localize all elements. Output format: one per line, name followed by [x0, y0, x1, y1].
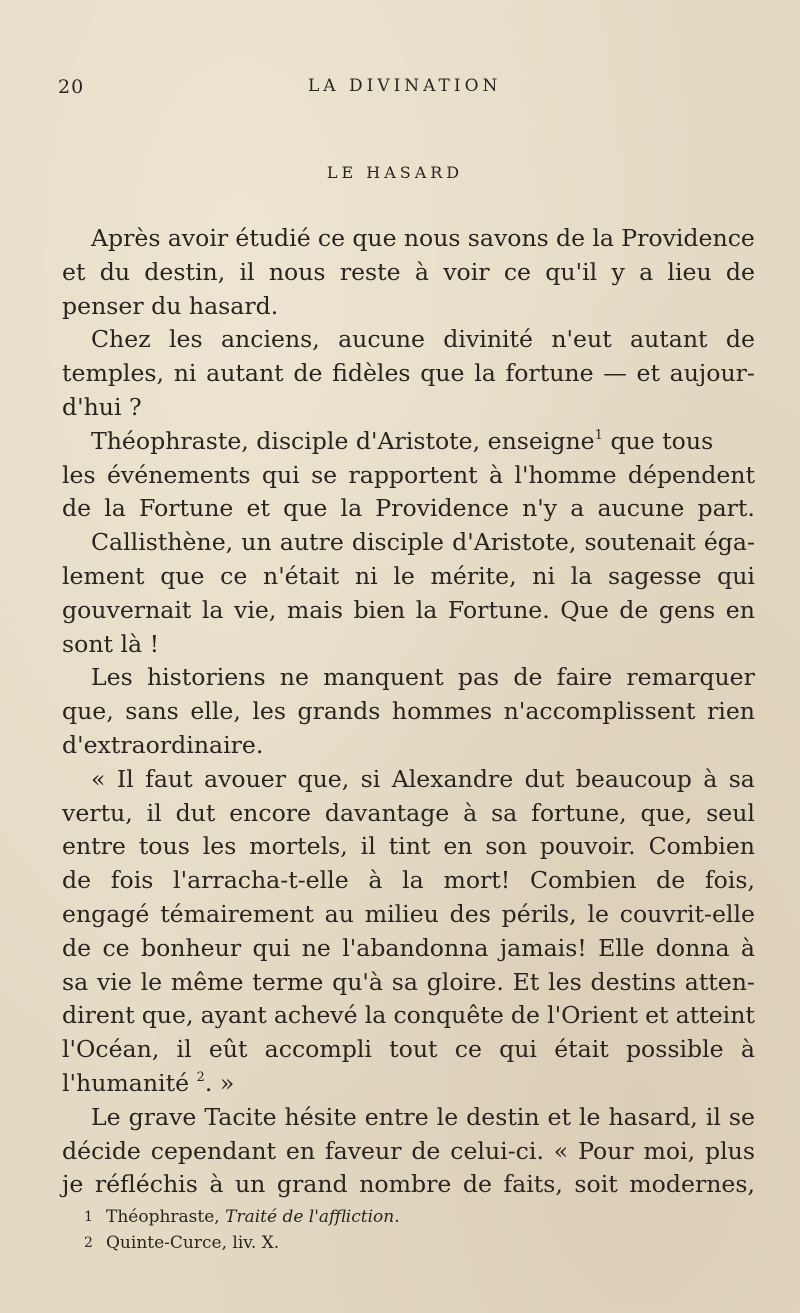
text-line: Chez les anciens, aucune divinité n'eut autant de: [91, 325, 755, 354]
text-line: d'hui ?: [62, 392, 142, 421]
text-line: je réfléchis à un grand nombre de faits, soit modernes,: [62, 1170, 755, 1199]
section-title: LE HASARD: [326, 163, 464, 182]
running-head: [58, 76, 758, 106]
text-line: Les historiens ne manquent pas de faire remarquer: [91, 663, 755, 692]
text-line: et du destin, il nous reste à voir ce qu'il y a lieu de: [62, 257, 755, 286]
text-line: d'extraordinaire.: [62, 730, 264, 759]
footnote-mark: 2: [84, 1235, 93, 1251]
text-line: gouvernait la vie, mais bien la Fortune. Que de gens en: [62, 595, 755, 624]
text-line: entre tous les mortels, il tint en son pouvoir. Combien: [62, 832, 755, 861]
text-line: Le grave Tacite hésite entre le destin et le hasard, il se: [91, 1102, 755, 1131]
text-line: Callisthène, un autre disciple d'Aristote, soutenait éga-: [91, 528, 755, 557]
footnote: 1 Théophraste, Traité de l'affliction.: [84, 1204, 684, 1230]
text-line: décide cependant en faveur de celui-ci. « Pour moi, plus: [62, 1136, 755, 1165]
text-line: dirent que, ayant achevé la conquête de l'Orient et atteint: [62, 1001, 755, 1030]
footnote: 2 Quinte-Curce, liv. X.: [84, 1230, 684, 1256]
text-line: penser du hasard.: [62, 291, 279, 320]
text-line: Après avoir étudié ce que nous savons de la Providence: [91, 224, 755, 252]
text-line: lement que ce n'était ni le mérite, ni la sagesse qui: [62, 561, 755, 590]
text-line: sa vie le même terme qu'à sa gloire. Et les destins atten-: [62, 967, 755, 996]
text-line: de fois l'arracha-t-elle à la mort! Combien de fois,: [62, 866, 755, 895]
text-line: de la Fortune et que la Providence n'y a aucune part.: [62, 494, 755, 523]
text-line: l'humanité $^2$. »: [62, 1068, 235, 1097]
footnote-mark: 1: [84, 1209, 93, 1225]
text-line: sont là !: [62, 629, 160, 658]
running-title: LA DIVINATION: [308, 76, 502, 96]
footnotes: [84, 1204, 684, 1256]
text-line: Théophraste, disciple d'Aristote, enseigne$^1$ que tous: [91, 426, 714, 455]
text-line: que, sans elle, les grands hommes n'accomplissent rien: [62, 697, 755, 726]
text-line: engagé témairement au milieu des périls, le couvrit-elle: [62, 899, 755, 928]
body-text: [62, 222, 755, 1202]
text-line: vertu, il dut encore davantage à sa fortune, que, seul: [62, 798, 755, 827]
text-line: temples, ni autant de fidèles que la fortune — et aujour-: [62, 359, 755, 388]
text-line: l'Océan, il eût accompli tout ce qui était possible à: [62, 1035, 755, 1064]
text-line: « Il faut avouer que, si Alexandre dut beaucoup à sa: [91, 764, 755, 793]
page-number: 20: [58, 76, 85, 98]
footnote-ref: 1: [594, 427, 603, 443]
footnote-ref: 2: [196, 1069, 205, 1085]
text-line: de ce bonheur qui ne l'abandonna jamais! Elle donna à: [62, 933, 755, 962]
text-line: les événements qui se rapportent à l'homme dépendent: [62, 460, 755, 489]
